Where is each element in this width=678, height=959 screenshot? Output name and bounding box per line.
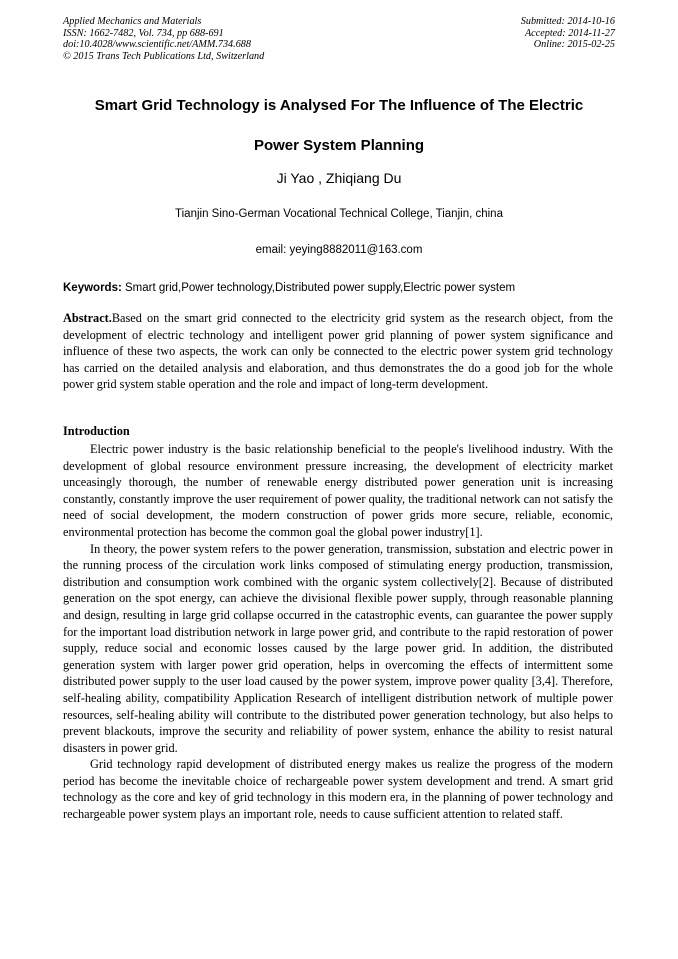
paragraph: In theory, the power system refers to the power generation, transmission, substation and electric power in the running process of the circulation work links composed of stimulating energy production, transmission, distribution and consumption work combined with the organic system collectively[2]. Because of distributed generation on the spot energy, can achieve the divisional flexible power supply, through reasonable planning and design, resulting in large grid collapse occurred in the catastrophic events, can guarantee the power supply for the important load distribution network in large power grid, and contribute to the rapid restoration of power supply, reduce social and economic losses caused by the large power grid. In addition, the distributed generation system with larger power grid operation, helps in overcoming the effects of intermittent some distributed power supply to the user load caused by the power system, improve power quality [3,4]. Therefore, self-healing ability, compatibility Application Research of intelligent distribution network of multiple power resources, self-healing ability will contribute to the distributed power generation technology, but also helps to prevent blackouts, improve the security and reliability of power system, enhance the ability to resist natural disasters in power grid. <box>63 541 613 755</box>
accepted-date: Accepted: 2014-11-27 <box>524 27 615 39</box>
keywords-text: Smart grid,Power technology,Distributed power supply,Electric power system <box>121 282 516 294</box>
abstract-label: Abstract. <box>63 311 112 325</box>
submitted-date: Submitted: 2014-10-16 <box>520 16 615 27</box>
journal-info <box>63 16 264 62</box>
abstract-text: Based on the smart grid connected to the electricity grid system as the research object, from the development of electric technology and intelligent power grid planning of power system significance and influence of these two aspects, the work can only be connected to the electric power system grid technology has carried on the detailed analysis and elaboration, and thus demonstrates the do a good job for the whole power grid system stable operation and the role and impact of long-term development. <box>63 311 613 392</box>
introduction-body <box>63 441 613 823</box>
online-date: Online: 2015-02-25 <box>533 39 615 51</box>
authors: Ji Yao , Zhiqiang Du <box>276 170 402 186</box>
journal-doi: doi:10.4028/www.scientific.net/AMM.734.688 <box>63 39 251 51</box>
paper-title <box>40 86 638 166</box>
title-line-2: Power System Planning <box>253 137 425 154</box>
submission-dates <box>521 16 615 51</box>
keywords-label: Keywords: <box>63 282 122 294</box>
keywords <box>63 282 623 294</box>
journal-copyright: © 2015 Trans Tech Publications Ltd, Switzerland <box>63 50 265 62</box>
abstract <box>63 310 613 393</box>
paragraph: Electric power industry is the basic relationship beneficial to the people's livelihood industry. With the development of global resource environment pressure increasing, the development of electricity market unceasingly thorough, the number of renewable energy distributed power generation unit is increasing constantly, constantly improve the user requirement of power quality, the traditional network can not satisfy the need of social development, the modern construction of power grids more secure, reliable, economic, environmental protection has become the common goal the global power industry[1]. <box>63 442 613 539</box>
affiliation: Tianjin Sino-German Vocational Technical College, Tianjin, china <box>175 208 503 220</box>
title-line-1: Smart Grid Technology is Analysed For The Influence of The Electric <box>94 97 584 114</box>
journal-issn: ISSN: 1662-7482, Vol. 734, pp 688-691 <box>63 27 224 39</box>
paragraph: Grid technology rapid development of distributed energy makes us realize the progress of the modern period has become the inevitable choice of rechargeable power system development and trend. A smart grid technology as the core and key of grid technology in this modern era, in the planning of power technology and rechargeable power system plays an important role, needs to cause sufficient attention to related staff. <box>63 757 613 822</box>
journal-name: Applied Mechanics and Materials <box>63 16 202 27</box>
author-email: email: yeying8882011@163.com <box>255 244 423 256</box>
section-heading-introduction: Introduction <box>63 424 130 438</box>
